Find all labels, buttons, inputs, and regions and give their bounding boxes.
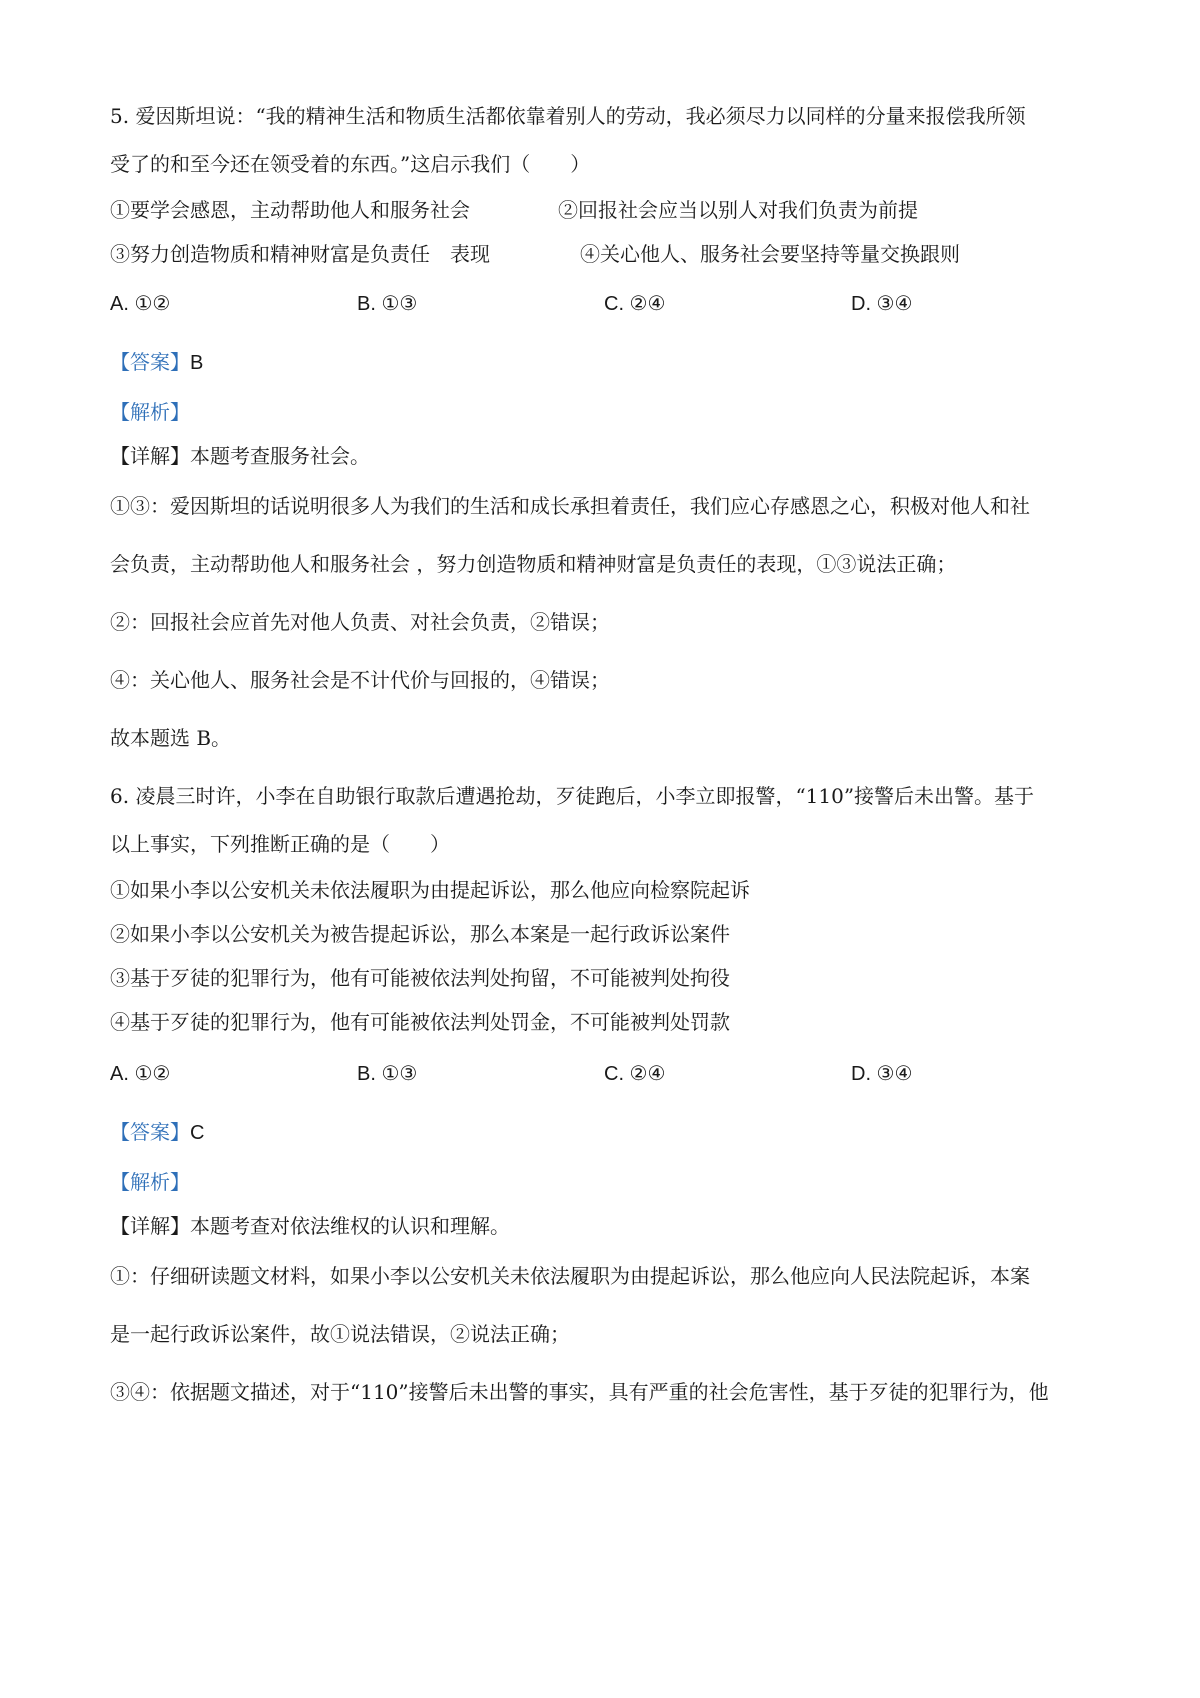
detail-tag: 【详解】 [110,1214,190,1238]
q6-stem-line-1: 6. 凌晨三时许，小李在自助银行取款后遭遇抢劫，歹徒跑后，小李立即报警，“110”接警后未出警。基于 [110,784,1035,808]
q5-stem-line-2: 受了的和至今还在领受着的东西。”这启示我们（ ） [110,152,591,176]
q5-option-c: C. ②④ [604,293,666,315]
q6-explanation-line-3: ③④：依据题文描述，对于“110”接警后未出警的事实，具有严重的社会危害性，基于歹徒的犯罪行为，他 [110,1380,1049,1404]
q6-option-c: C. ②④ [604,1063,666,1085]
q6-statement-4: ④基于歹徒的犯罪行为，他有可能被依法判处罚金，不可能被判处罚款 [110,1010,730,1034]
answer-tag: 【答案】 [110,350,190,374]
q5-statement-2: ②回报社会应当以别人对我们负责为前提 [558,198,918,222]
q6-answer [110,1118,1104,1147]
q5-statement-3: ③努力创造物质和精神财富是负责任 表现 [110,242,490,266]
q6-statement-3: ③基于歹徒的犯罪行为，他有可能被依法判处拘留，不可能被判处拘役 [110,966,730,990]
q5-option-a: A. ①② [110,293,171,315]
detail-text: 本题考查对依法维权的认识和理解。 [190,1214,510,1238]
q5-detail [110,442,1104,470]
detail-tag: 【详解】 [110,444,190,468]
q5-analysis-tag: 【解析】 [110,400,190,424]
answer-tag: 【答案】 [110,1120,190,1144]
q6-detail [110,1212,1104,1240]
q6-statement-2: ②如果小李以公安机关为被告提起诉讼，那么本案是一起行政诉讼案件 [110,922,730,946]
q6-statement-1: ①如果小李以公安机关未依法履职为由提起诉讼，那么他应向检察院起诉 [110,878,750,902]
q5-statement-1: ①要学会感恩，主动帮助他人和服务社会 [110,198,470,222]
q5-stem-line-1: 5. 爱因斯坦说：“我的精神生活和物质生活都依靠着别人的劳动，我必须尽力以同样的分量来报偿我所领 [110,104,1026,128]
q5-explanation-line-4: ④：关心他人、服务社会是不计代价与回报的，④错误； [110,668,610,692]
q6-option-b: B. ①③ [357,1063,418,1085]
q5-explanation-line-1: ①③：爱因斯坦的话说明很多人为我们的生活和成长承担着责任，我们应心存感恩之心，积极对他人和社 [110,494,1030,518]
q5-option-b: B. ①③ [357,293,418,315]
detail-text: 本题考查服务社会。 [190,444,370,468]
q6-option-a: A. ①② [110,1063,171,1085]
q6-explanation-line-2: 是一起行政诉讼案件，故①说法错误，②说法正确； [110,1322,570,1346]
answer-value: B [190,352,204,374]
q5-conclusion: 故本题选 B。 [110,726,232,750]
answer-value: C [190,1122,205,1144]
q5-explanation-line-2: 会负责，主动帮助他人和服务社会 ，努力创造物质和精神财富是负责任的表现，①③说法正确； [110,552,957,576]
q5-option-d: D. ③④ [851,293,913,315]
q5-answer [110,348,1104,377]
q6-explanation-line-1: ①：仔细研读题文材料，如果小李以公安机关未依法履职为由提起诉讼，那么他应向人民法院起诉，本案 [110,1264,1030,1288]
q6-stem-line-2: 以上事实，下列推断正确的是（ ） [110,832,450,856]
q5-statement-4: ④关心他人、服务社会要坚持等量交换跟则 [580,242,960,266]
q6-analysis-tag: 【解析】 [110,1170,190,1194]
q5-explanation-line-3: ②：回报社会应首先对他人负责、对社会负责，②错误； [110,610,610,634]
q6-option-d: D. ③④ [851,1063,913,1085]
